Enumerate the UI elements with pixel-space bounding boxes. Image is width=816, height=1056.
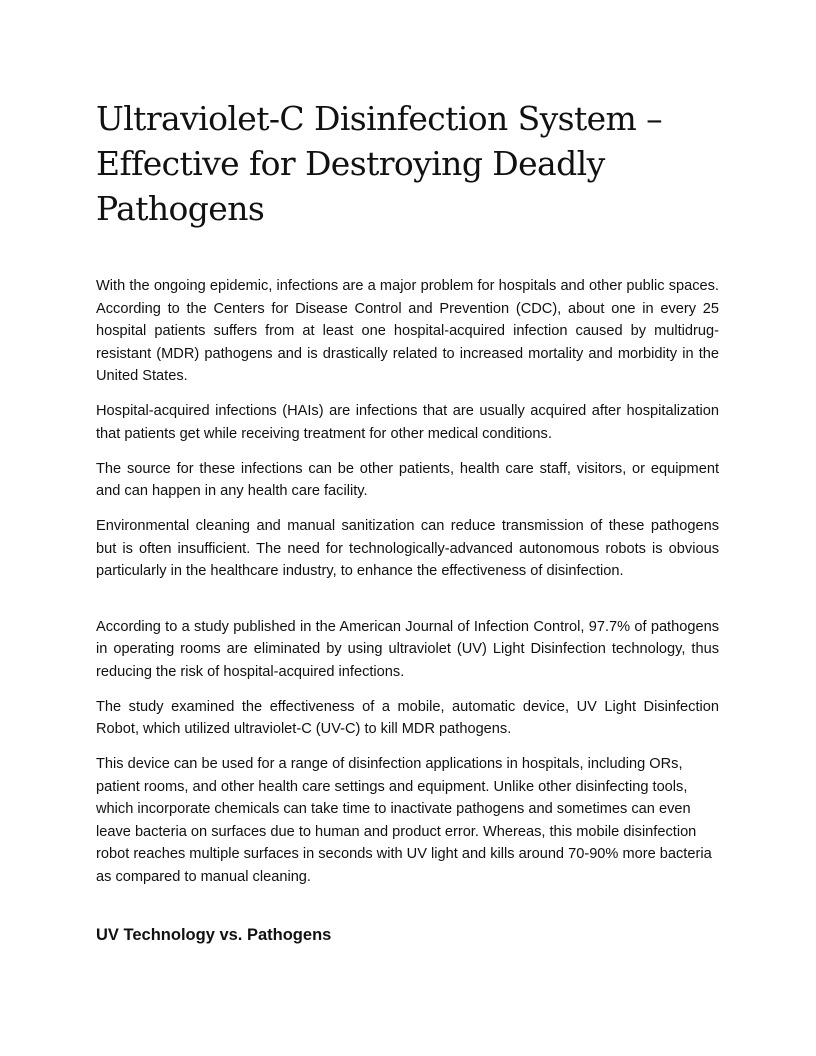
paragraph-study-device: The study examined the effectiveness of a mobile, automatic device, UV Light Disinfection Robot, which utilized ultraviolet-C (UV-C) to kill MDR pathogens.	[96, 698, 719, 737]
section-heading: UV Technology vs. Pathogens	[96, 926, 332, 944]
paragraph-device-applications: This device can be used for a range of disinfection applications in hospitals, including ORs, patient rooms, and other health care settings and equipment. Unlike other disinfecting tools, which incorporate chemicals can take time to inactivate pathogens and sometimes can even leave bacteria on surfaces due to human and product error. Whereas, this mobile disinfection robot reaches multiple surfaces in seconds with UV light and kills around 70-90% more bacteria as compared to manual cleaning.	[96, 756, 712, 885]
paragraph-hai-definition: Hospital-acquired infections (HAIs) are infections that are usually acquired after hospitalization that patients get while receiving treatment for other medical conditions.	[96, 403, 719, 442]
page-title: Ultraviolet-C Disinfection System – Effective for Destroying Deadly Pathogens	[96, 99, 663, 228]
paragraph-intro: With the ongoing epidemic, infections are a major problem for hospitals and other public spaces. According to the Centers for Disease Control and Prevention (CDC), about one in every 25 hospital patients suffers from at least one hospital-acquired infection caused by multidrug-resistant (MDR) pathogens and is drastically related to increased mortality and morbidity in the United States.	[96, 278, 719, 384]
document-body	[96, 96, 719, 946]
paragraph-study-results: According to a study published in the American Journal of Infection Control, 97.7% of pathogens in operating rooms are eliminated by using ultraviolet (UV) Light Disinfection technology, thus reducing the risk of hospital-acquired infections.	[96, 618, 719, 680]
paragraph-infection-source: The source for these infections can be other patients, health care staff, visitors, or equipment and can happen in any health care facility.	[96, 460, 719, 499]
paragraph-cleaning-insufficient: Environmental cleaning and manual sanitization can reduce transmission of these pathogens but is often insufficient. The need for technologically-advanced autonomous robots is obvious particularly in the healthcare industry, to enhance the effectiveness of disinfection.	[96, 518, 719, 579]
